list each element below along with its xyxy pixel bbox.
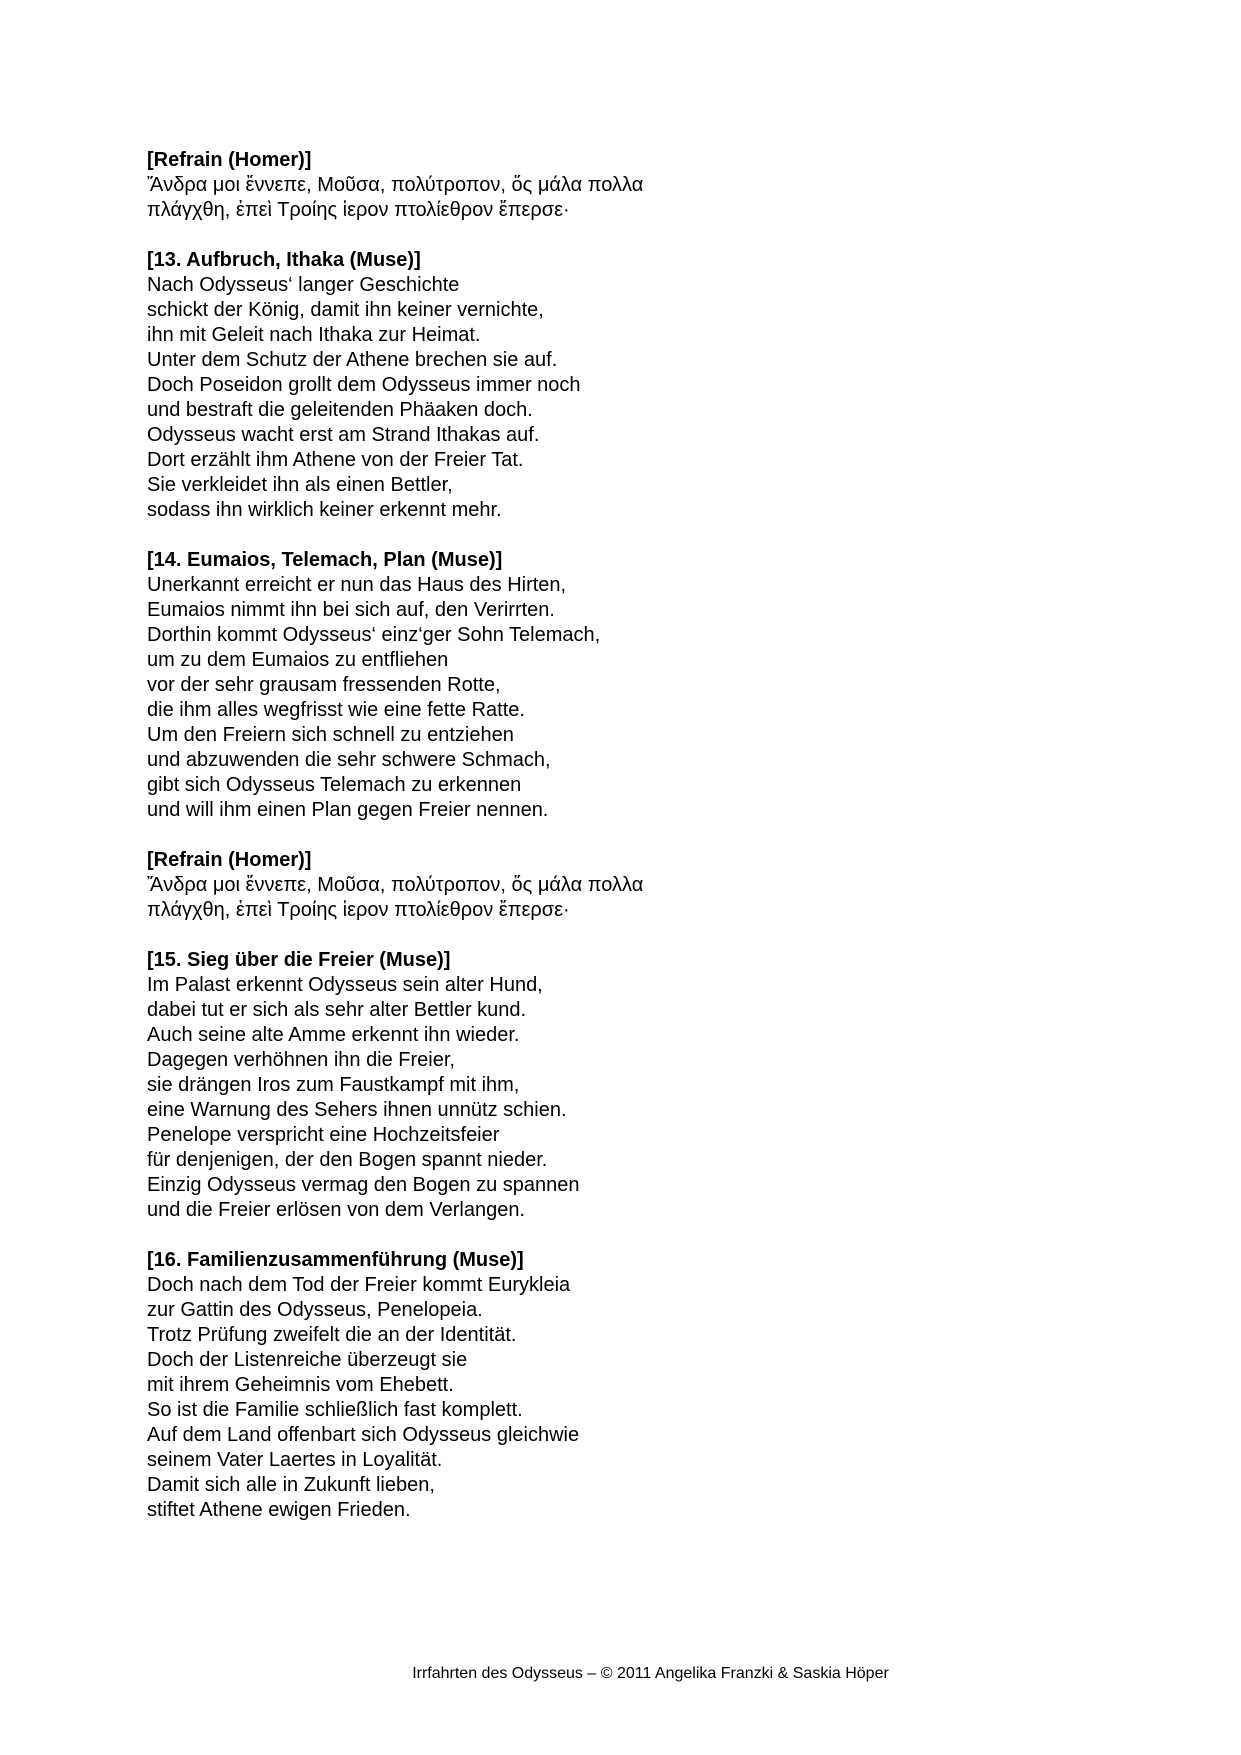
- verse-line: Nach Odysseus‘ langer Geschichte: [147, 274, 460, 296]
- section-heading: [Refrain (Homer)]: [147, 849, 312, 871]
- verse-line: Penelope verspricht eine Hochzeitsfeier: [147, 1124, 500, 1146]
- verse-line: Doch der Listenreiche überzeugt sie: [147, 1349, 468, 1371]
- verse-line: Im Palast erkennt Odysseus sein alter Hund,: [147, 974, 543, 996]
- verse-line: Einzig Odysseus vermag den Bogen zu spannen: [147, 1174, 580, 1196]
- verse-line: sie drängen Iros zum Faustkampf mit ihm,: [147, 1074, 520, 1096]
- verse-line: die ihm alles wegfrisst wie eine fette Ratte.: [147, 699, 525, 721]
- section-refrain-1: [147, 148, 1047, 223]
- verse-line: Trotz Prüfung zweifelt die an der Identität.: [147, 1324, 517, 1346]
- verse-line: So ist die Familie schließlich fast komplett.: [147, 1399, 523, 1421]
- verse-line: Auch seine alte Amme erkennt ihn wieder.: [147, 1024, 520, 1046]
- verse-line: Dort erzählt ihm Athene von der Freier Tat.: [147, 449, 524, 471]
- verse-line: vor der sehr grausam fressenden Rotte,: [147, 674, 501, 696]
- verse-line: um zu dem Eumaios zu entfliehen: [147, 649, 449, 671]
- section-heading: [14. Eumaios, Telemach, Plan (Muse)]: [147, 549, 503, 571]
- verse-line: πλάγχθη, ἐπεὶ Τροίης ἱερον πτολίεθρον ἔπερσε·: [147, 199, 570, 221]
- verse-line: Unerkannt erreicht er nun das Haus des Hirten,: [147, 574, 567, 596]
- verse-line: eine Warnung des Sehers ihnen unnütz schien.: [147, 1099, 567, 1121]
- verse-line: Ἄνδρα μοι ἔννεπε, Μοῦσα, πολύτροπον, ὅς μάλα πολλα: [147, 174, 644, 196]
- verse-line: Doch Poseidon grollt dem Odysseus immer noch: [147, 374, 581, 396]
- section-heading: [Refrain (Homer)]: [147, 149, 312, 171]
- section-heading: [15. Sieg über die Freier (Muse)]: [147, 949, 451, 971]
- verse-line: Eumaios nimmt ihn bei sich auf, den Verirrten.: [147, 599, 555, 621]
- verse-line: Sie verkleidet ihn als einen Bettler,: [147, 474, 453, 496]
- section-refrain-2: [147, 848, 1047, 923]
- verse-line: zur Gattin des Odysseus, Penelopeia.: [147, 1299, 483, 1321]
- verse-line: und will ihm einen Plan gegen Freier nennen.: [147, 799, 549, 821]
- verse-line: sodass ihn wirklich keiner erkennt mehr.: [147, 499, 502, 521]
- verse-line: Auf dem Land offenbart sich Odysseus gleichwie: [147, 1424, 580, 1446]
- verse-line: und die Freier erlösen von dem Verlangen.: [147, 1199, 526, 1221]
- document-body: [147, 148, 1047, 1548]
- section-15-sieg-ueber-die-freier: [147, 948, 1047, 1223]
- verse-line: schickt der König, damit ihn keiner vernichte,: [147, 299, 544, 321]
- section-heading: [16. Familienzusammenführung (Muse)]: [147, 1249, 524, 1271]
- verse-line: mit ihrem Geheimnis vom Ehebett.: [147, 1374, 454, 1396]
- verse-line: Doch nach dem Tod der Freier kommt Eurykleia: [147, 1274, 571, 1296]
- section-14-eumaios-telemach-plan: [147, 548, 1047, 823]
- verse-line: stiftet Athene ewigen Frieden.: [147, 1499, 411, 1521]
- verse-line: Dagegen verhöhnen ihn die Freier,: [147, 1049, 455, 1071]
- verse-line: dabei tut er sich als sehr alter Bettler kund.: [147, 999, 527, 1021]
- verse-line: Unter dem Schutz der Athene brechen sie auf.: [147, 349, 558, 371]
- verse-line: für denjenigen, der den Bogen spannt nieder.: [147, 1149, 548, 1171]
- section-heading: [13. Aufbruch, Ithaka (Muse)]: [147, 249, 421, 271]
- verse-line: seinem Vater Laertes in Loyalität.: [147, 1449, 443, 1471]
- verse-line: Ἄνδρα μοι ἔννεπε, Μοῦσα, πολύτροπον, ὅς μάλα πολλα: [147, 874, 644, 896]
- verse-line: ihn mit Geleit nach Ithaka zur Heimat.: [147, 324, 481, 346]
- verse-line: πλάγχθη, ἐπεὶ Τροίης ἱερον πτολίεθρον ἔπερσε·: [147, 899, 570, 921]
- verse-line: Damit sich alle in Zukunft lieben,: [147, 1474, 435, 1496]
- verse-line: und abzuwenden die sehr schwere Schmach,: [147, 749, 551, 771]
- section-16-familienzusammenfuehrung: [147, 1248, 1047, 1523]
- verse-line: Dorthin kommt Odysseus‘ einz‘ger Sohn Telemach,: [147, 624, 601, 646]
- verse-line: und bestraft die geleitenden Phäaken doch.: [147, 399, 533, 421]
- section-13-aufbruch-ithaka: [147, 248, 1047, 523]
- verse-line: Um den Freiern sich schnell zu entziehen: [147, 724, 514, 746]
- page-footer: Irrfahrten des Odysseus – © 2011 Angelika Franzki & Saskia Höper: [412, 1665, 889, 1682]
- verse-line: gibt sich Odysseus Telemach zu erkennen: [147, 774, 522, 796]
- verse-line: Odysseus wacht erst am Strand Ithakas auf.: [147, 424, 540, 446]
